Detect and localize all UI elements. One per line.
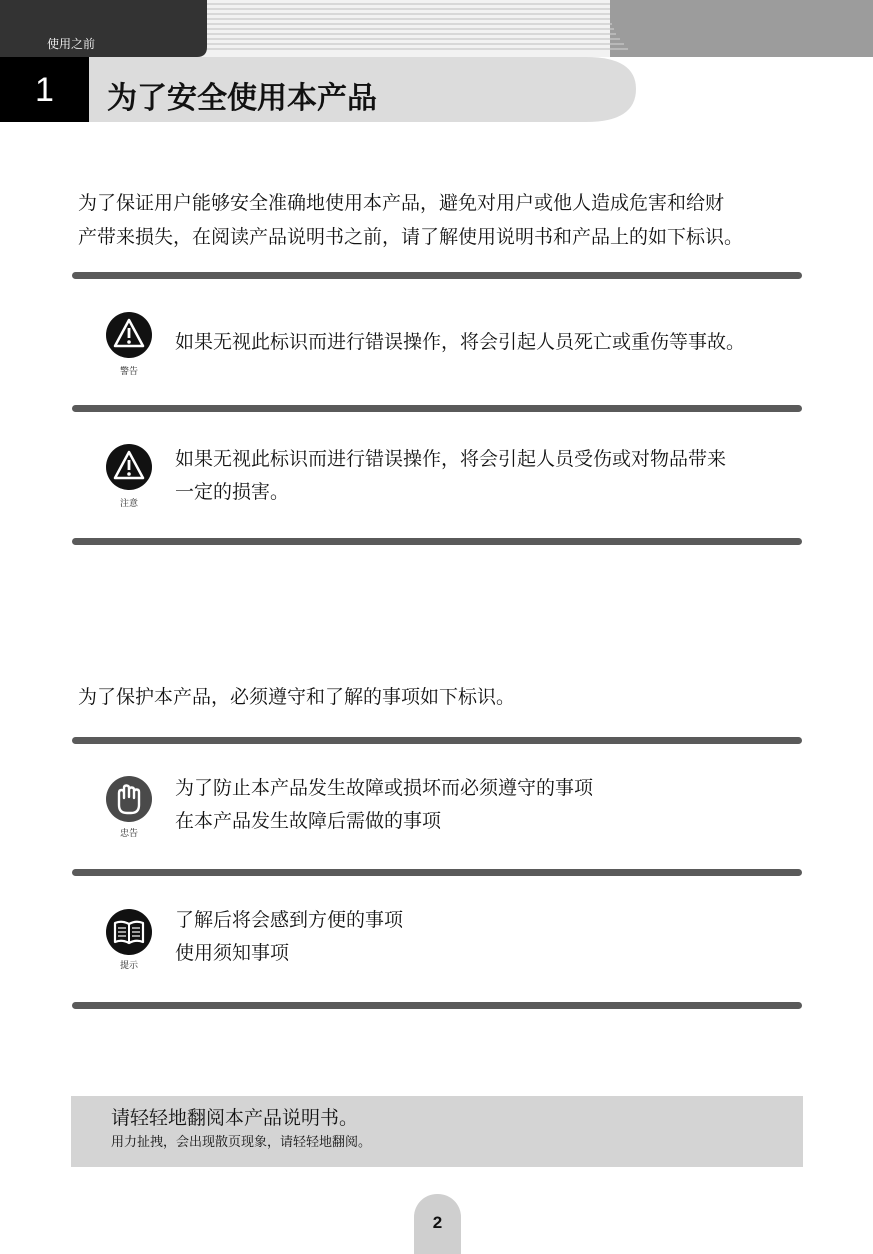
caution-line-1: 如果无视此标识而进行错误操作，将会引起人员受伤或对物品带来: [175, 448, 727, 470]
divider-rule: [72, 538, 802, 545]
warning-caption: 警告: [119, 367, 138, 377]
advice-caption: 忠告: [119, 829, 138, 839]
advice-text: [175, 772, 805, 838]
page-number: 2: [432, 1213, 443, 1232]
tip-line-2: 使用须知事项: [175, 942, 290, 964]
divider-rule: [72, 737, 802, 744]
hand-advice-icon: [106, 776, 152, 822]
note-title: 请轻轻地翻阅本产品说明书。: [111, 1107, 359, 1129]
tip-text: [175, 904, 805, 970]
caution-line-2: 一定的损害。: [175, 481, 290, 503]
caution-caption: 注意: [119, 499, 138, 509]
intro-paragraph: [78, 186, 808, 254]
open-book-icon: [106, 909, 152, 955]
divider-rule: [72, 1002, 802, 1009]
protect-intro: 为了保护本产品，必须遵守和了解的事项如下标识。: [78, 686, 516, 708]
tip-line-1: 了解后将会感到方便的事项: [175, 909, 404, 931]
section-label: 使用之前: [47, 37, 96, 51]
divider-rule: [72, 869, 802, 876]
caution-triangle-icon: [106, 444, 152, 490]
warning-text: [175, 326, 805, 359]
tip-caption: 提示: [119, 961, 138, 971]
advice-line-2: 在本产品发生故障后需做的事项: [175, 810, 442, 832]
advice-line-1: 为了防止本产品发生故障或损坏而必须遵守的事项: [175, 777, 594, 799]
caution-text: [175, 443, 805, 509]
divider-rule: [72, 405, 802, 412]
note-subtitle: 用力扯拽，会出现散页现象，请轻轻地翻阅。: [111, 1135, 372, 1150]
chapter-title: 为了安全使用本产品: [107, 81, 377, 116]
intro-line-2: 产带来损失，在阅读产品说明书之前，请了解使用说明书和产品上的如下标识。: [78, 226, 744, 248]
handling-note-box: [71, 1096, 803, 1167]
intro-line-1: 为了保证用户能够安全准确地使用本产品，避免对用户或他人造成危害和给财: [78, 192, 725, 214]
divider-rule: [72, 272, 802, 279]
chapter-number: 1: [35, 70, 54, 109]
warning-triangle-icon: [106, 312, 152, 358]
warning-line-1: 如果无视此标识而进行错误操作，将会引起人员死亡或重伤等事故。: [175, 331, 746, 353]
